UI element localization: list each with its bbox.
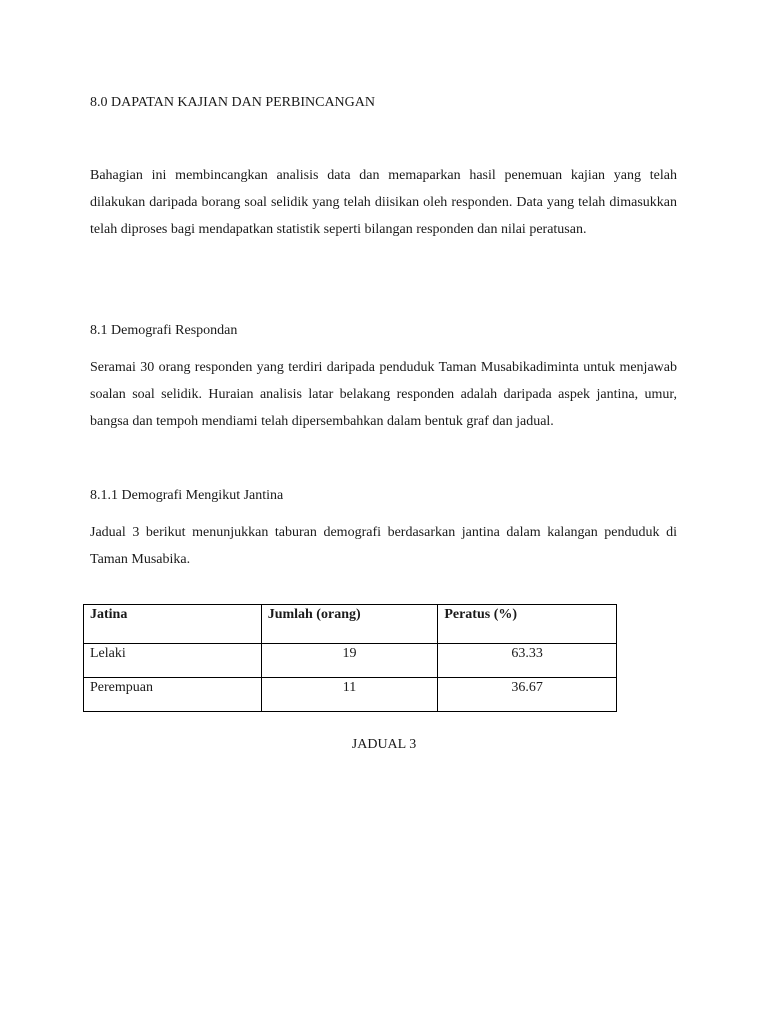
table-row [84, 678, 617, 712]
gender-demographics-table [83, 604, 617, 712]
table-cell: Perempuan [84, 678, 262, 712]
section-paragraph-8-1-1: Jadual 3 berikut menunjukkan taburan demografi berdasarkan jantina dalam kalangan penduduk di Taman Musabika. [90, 525, 677, 567]
table-cell: 36.67 [438, 678, 617, 712]
table-row [84, 644, 617, 678]
table-cell: 11 [261, 678, 438, 712]
table-header-cell: Jatina [84, 605, 262, 644]
section-heading-8-1: 8.1 Demografi Respondan [90, 323, 238, 338]
table-caption: JADUAL 3 [351, 737, 417, 752]
section-paragraph-8-1: Seramai 30 orang responden yang terdiri daripada penduduk Taman Musabikadiminta untuk menjawab soalan soal selidik. Huraian analisis latar belakang responden adalah daripada aspek jantina, umur, bangsa dan tempoh mendiami telah dipersembahkan dalam bentuk graf dan jadual. [90, 360, 677, 429]
table-header-cell: Peratus (%) [438, 605, 617, 644]
section-heading-8-1-1: 8.1.1 Demografi Mengikut Jantina [90, 488, 284, 503]
section-heading-8-0: 8.0 DAPATAN KAJIAN DAN PERBINCANGAN [90, 95, 375, 110]
table-header-row [84, 605, 617, 644]
table-cell: 19 [261, 644, 438, 678]
section-paragraph-8-0: Bahagian ini membincangkan analisis data dan memaparkan hasil penemuan kajian yang telah dilakukan daripada borang soal selidik yang telah diisikan oleh responden. Data yang telah dimasukkan telah diproses bagi mendapatkan statistik seperti bilangan responden dan nilai peratusan. [90, 168, 677, 237]
table-cell: Lelaki [84, 644, 262, 678]
table-header-cell: Jumlah (orang) [261, 605, 438, 644]
table-cell: 63.33 [438, 644, 617, 678]
